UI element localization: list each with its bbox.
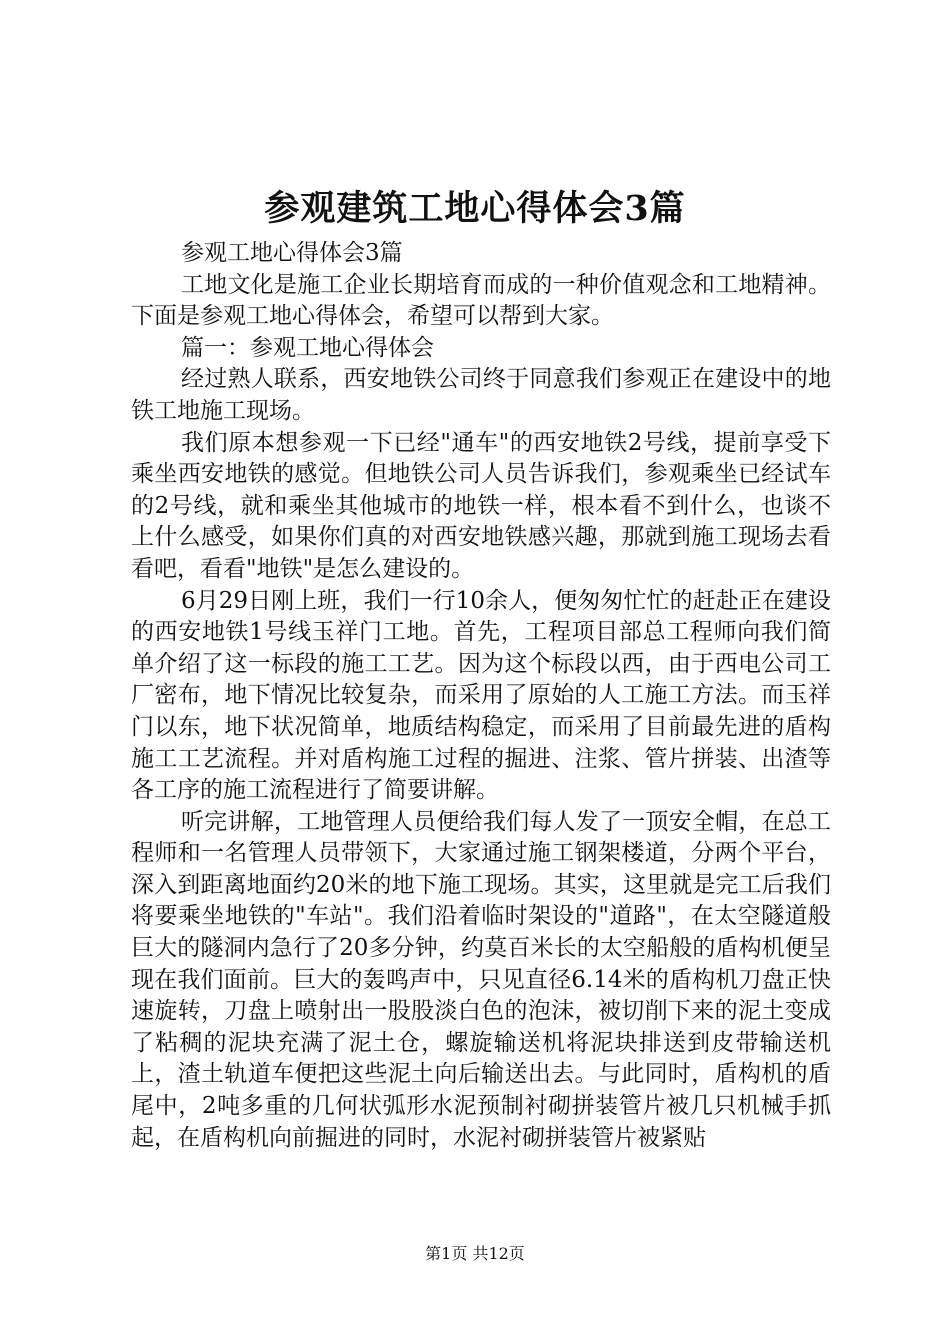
document-title: 参观建筑工地心得体会3篇	[264, 188, 686, 229]
paragraph: 经过熟人联系，西安地铁公司终于同意我们参观正在建设中的地铁工地施工现场。	[131, 366, 831, 424]
paragraph-subtitle: 参观工地心得体会3篇	[181, 240, 403, 266]
paragraph-section-heading: 篇一：参观工地心得体会	[181, 334, 434, 361]
paragraph: 我们原本想参观一下已经"通车"的西安地铁2号线，提前享受下乘坐西安地铁的感觉。但地铁公司人员告诉我们，参观乘坐已经试车的2号线，就和乘坐其他城市的地铁一样，根本看不到什么，也谈不上什么感受，如果你们真的对西安地铁感兴趣，那就到施工现场去看看吧，看看"地铁"是怎么建设的。	[131, 429, 831, 582]
paragraph-intro: 工地文化是施工企业长期培育而成的一种价值观念和工地精神。下面是参观工地心得体会，希望可以帮到大家。	[131, 271, 831, 330]
paragraph: 6月29日刚上班，我们一行10余人，便匆匆忙忙的赶赴正在建设的西安地铁1号线玉祥门工地。首先，工程项目部总工程师向我们简单介绍了这一标段的施工工艺。因为这个标段以西，由于西电公司工厂密布，地下情况比较复杂，而采用了原始的人工施工方法。而玉祥门以东，地下状况简单，地质结构稳定，而采用了目前最先进的盾构施工工艺流程。并对盾构施工过程的掘进、注浆、管片拼装、出渣等各工序的施工流程进行了简要讲解。	[131, 587, 831, 804]
document-body	[131, 238, 831, 1154]
paragraph: 听完讲解，工地管理人员便给我们每人发了一顶安全帽，在总工程师和一名管理人员带领下，大家通过施工钢架楼道，分两个平台，深入到距离地面约20米的地下施工现场。其实，这里就是完工后我们将要乘坐地铁的"车站"。我们沿着临时架设的"道路"，在太空隧道般巨大的隧洞内急行了20多分钟，约莫百米长的太空船般的盾构机便呈现在我们面前。巨大的轰鸣声中，只见直径6.14米的盾构机刀盘正快速旋转，刀盘上喷射出一股股淡白色的泡沫，被切削下来的泥土变成了粘稠的泥块充满了泥土仓，螺旋输送机将泥块排送到皮带输送机上，渣土轨道车便把这些泥土向后输送出去。与此同时，盾构机的盾尾中，2吨多重的几何状弧形水泥预制衬砌拼装管片被几只机械手抓起，在盾构机向前掘进的同时，水泥衬砌拼装管片被紧贴	[131, 808, 831, 1151]
page-footer: 第1页 共12页	[425, 1244, 525, 1263]
